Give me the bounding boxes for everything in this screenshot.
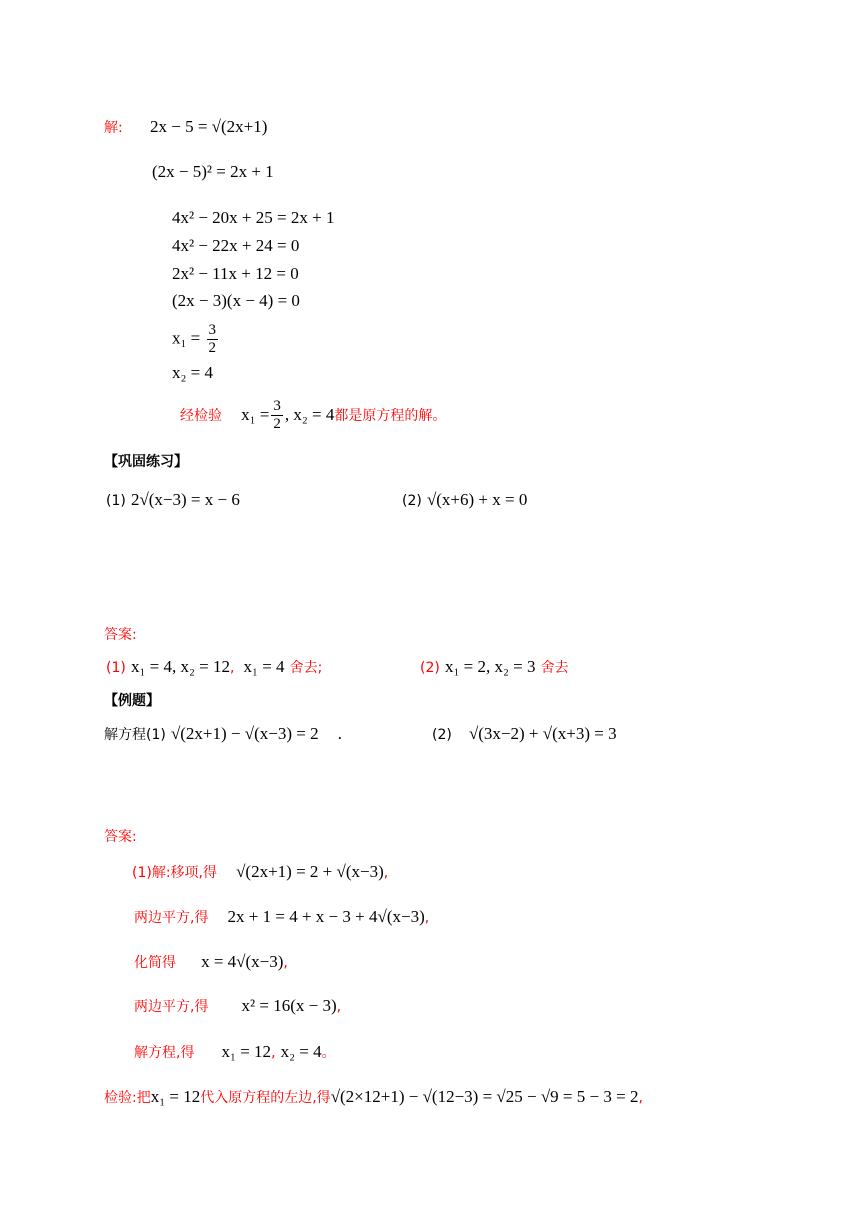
solution-line-2: (2x − 5)² = 2x + 1	[152, 162, 274, 181]
verification-expr-1: x₁ = 12	[150, 1087, 201, 1106]
step-expr: x² = 16(x − 3)	[241, 996, 337, 1015]
solution-label: 解:	[104, 120, 123, 136]
answer-label: (2)	[420, 660, 440, 676]
fraction-denominator: 2	[273, 416, 281, 432]
verification-line	[104, 1086, 643, 1109]
check-line	[180, 398, 446, 433]
step-4	[134, 995, 341, 1018]
step-3	[134, 951, 288, 974]
check-label: 经检验	[180, 408, 222, 424]
step-expr: x = 4√(x−3)	[201, 952, 284, 971]
answer-expr: x₁ = 4, x₂ = 12	[130, 657, 230, 676]
step-text: (1)解:移项,得	[132, 865, 217, 881]
problem-label: (1)	[106, 493, 126, 509]
example-problem-2	[432, 723, 617, 746]
problem-label: (2)	[402, 493, 422, 509]
step-expr: x₁ = 12	[221, 1042, 272, 1061]
fraction-numerator: 3	[273, 398, 281, 414]
answer-separator: ,	[229, 660, 235, 676]
verification-expr-2: √(2×12+1) − √(12−3) = √25 − √9 = 5 − 3 = 2	[330, 1087, 639, 1106]
check-x2: , x₂ = 4	[284, 405, 335, 424]
practice-heading: 【巩固练习】	[104, 454, 188, 470]
verification-end: ,	[638, 1090, 643, 1106]
step-5	[134, 1041, 336, 1064]
check-x1-label: x₁ =	[241, 405, 270, 424]
check-fraction	[271, 398, 283, 433]
fraction-denominator: 2	[208, 340, 217, 356]
example-expr-1: √(2x+1) − √(x−3) = 2	[170, 724, 319, 743]
practice-problem-1	[106, 489, 240, 512]
answer-1	[106, 656, 322, 679]
answer-2	[420, 656, 569, 679]
solution-line-8: x₂ = 4	[172, 363, 214, 382]
step-expr: √(2x+1) = 2 + √(x−3)	[236, 862, 384, 881]
check-text: 都是原方程的解。	[334, 408, 447, 424]
x1-fraction	[207, 322, 219, 357]
solution-line-4: 4x² − 22x + 24 = 0	[172, 236, 300, 255]
step-end: ,	[283, 955, 288, 971]
solution-line-3: 4x² − 20x + 25 = 2x + 1	[172, 208, 335, 227]
step-text: 两边平方,得	[134, 910, 209, 926]
step-end: ,	[424, 910, 430, 926]
step-2	[134, 906, 429, 929]
answer-text: 舍去;	[289, 660, 323, 676]
step-text: 解方程,得	[134, 1045, 195, 1061]
example-heading: 【例题】	[104, 693, 160, 709]
example-label-2: (2)	[432, 727, 452, 743]
example-prompt: 解方程(1)	[104, 727, 166, 743]
solution-line-1: 2x − 5 = √(2x+1)	[150, 117, 268, 136]
solution-line-6: (2x − 3)(x − 4) = 0	[172, 291, 300, 310]
step-end: ,	[383, 865, 389, 881]
practice-problem-2	[402, 489, 527, 512]
answers-2-label: 答案:	[104, 829, 137, 845]
problem-expr: √(x+6) + x = 0	[426, 490, 528, 509]
answers-label: 答案:	[104, 627, 137, 643]
step-1	[132, 861, 388, 884]
answer-text: 舍去	[540, 660, 569, 676]
step-expr: 2x + 1 = 4 + x − 3 + 4√(x−3)	[227, 907, 425, 926]
example-expr-2: √(3x−2) + √(x+3) = 3	[468, 724, 617, 743]
verification-text: 代入原方程的左边,得	[200, 1090, 331, 1106]
answer-label: (1)	[106, 660, 126, 676]
x1-label: x₁ =	[172, 328, 201, 348]
step-mid: ,	[271, 1045, 276, 1061]
problem-expr: 2√(x−3) = x − 6	[130, 490, 240, 509]
step-end: 。	[321, 1045, 336, 1061]
step-end: ,	[336, 999, 342, 1015]
step-text: 化简得	[134, 955, 176, 971]
verification-prefix: 检验:把	[104, 1090, 151, 1106]
fraction-numerator: 3	[208, 322, 217, 338]
answer-expr: x₁ = 2, x₂ = 3	[444, 657, 536, 676]
answer-expr-2: x₁ = 4	[243, 657, 285, 676]
step-text: 两边平方,得	[134, 999, 209, 1015]
example-problem-1	[104, 723, 342, 746]
solution-line-5: 2x² − 11x + 12 = 0	[172, 264, 299, 283]
solution-line-7	[172, 322, 220, 357]
step-expr-2: x₂ = 4	[280, 1042, 322, 1061]
example-end: .	[337, 724, 342, 743]
